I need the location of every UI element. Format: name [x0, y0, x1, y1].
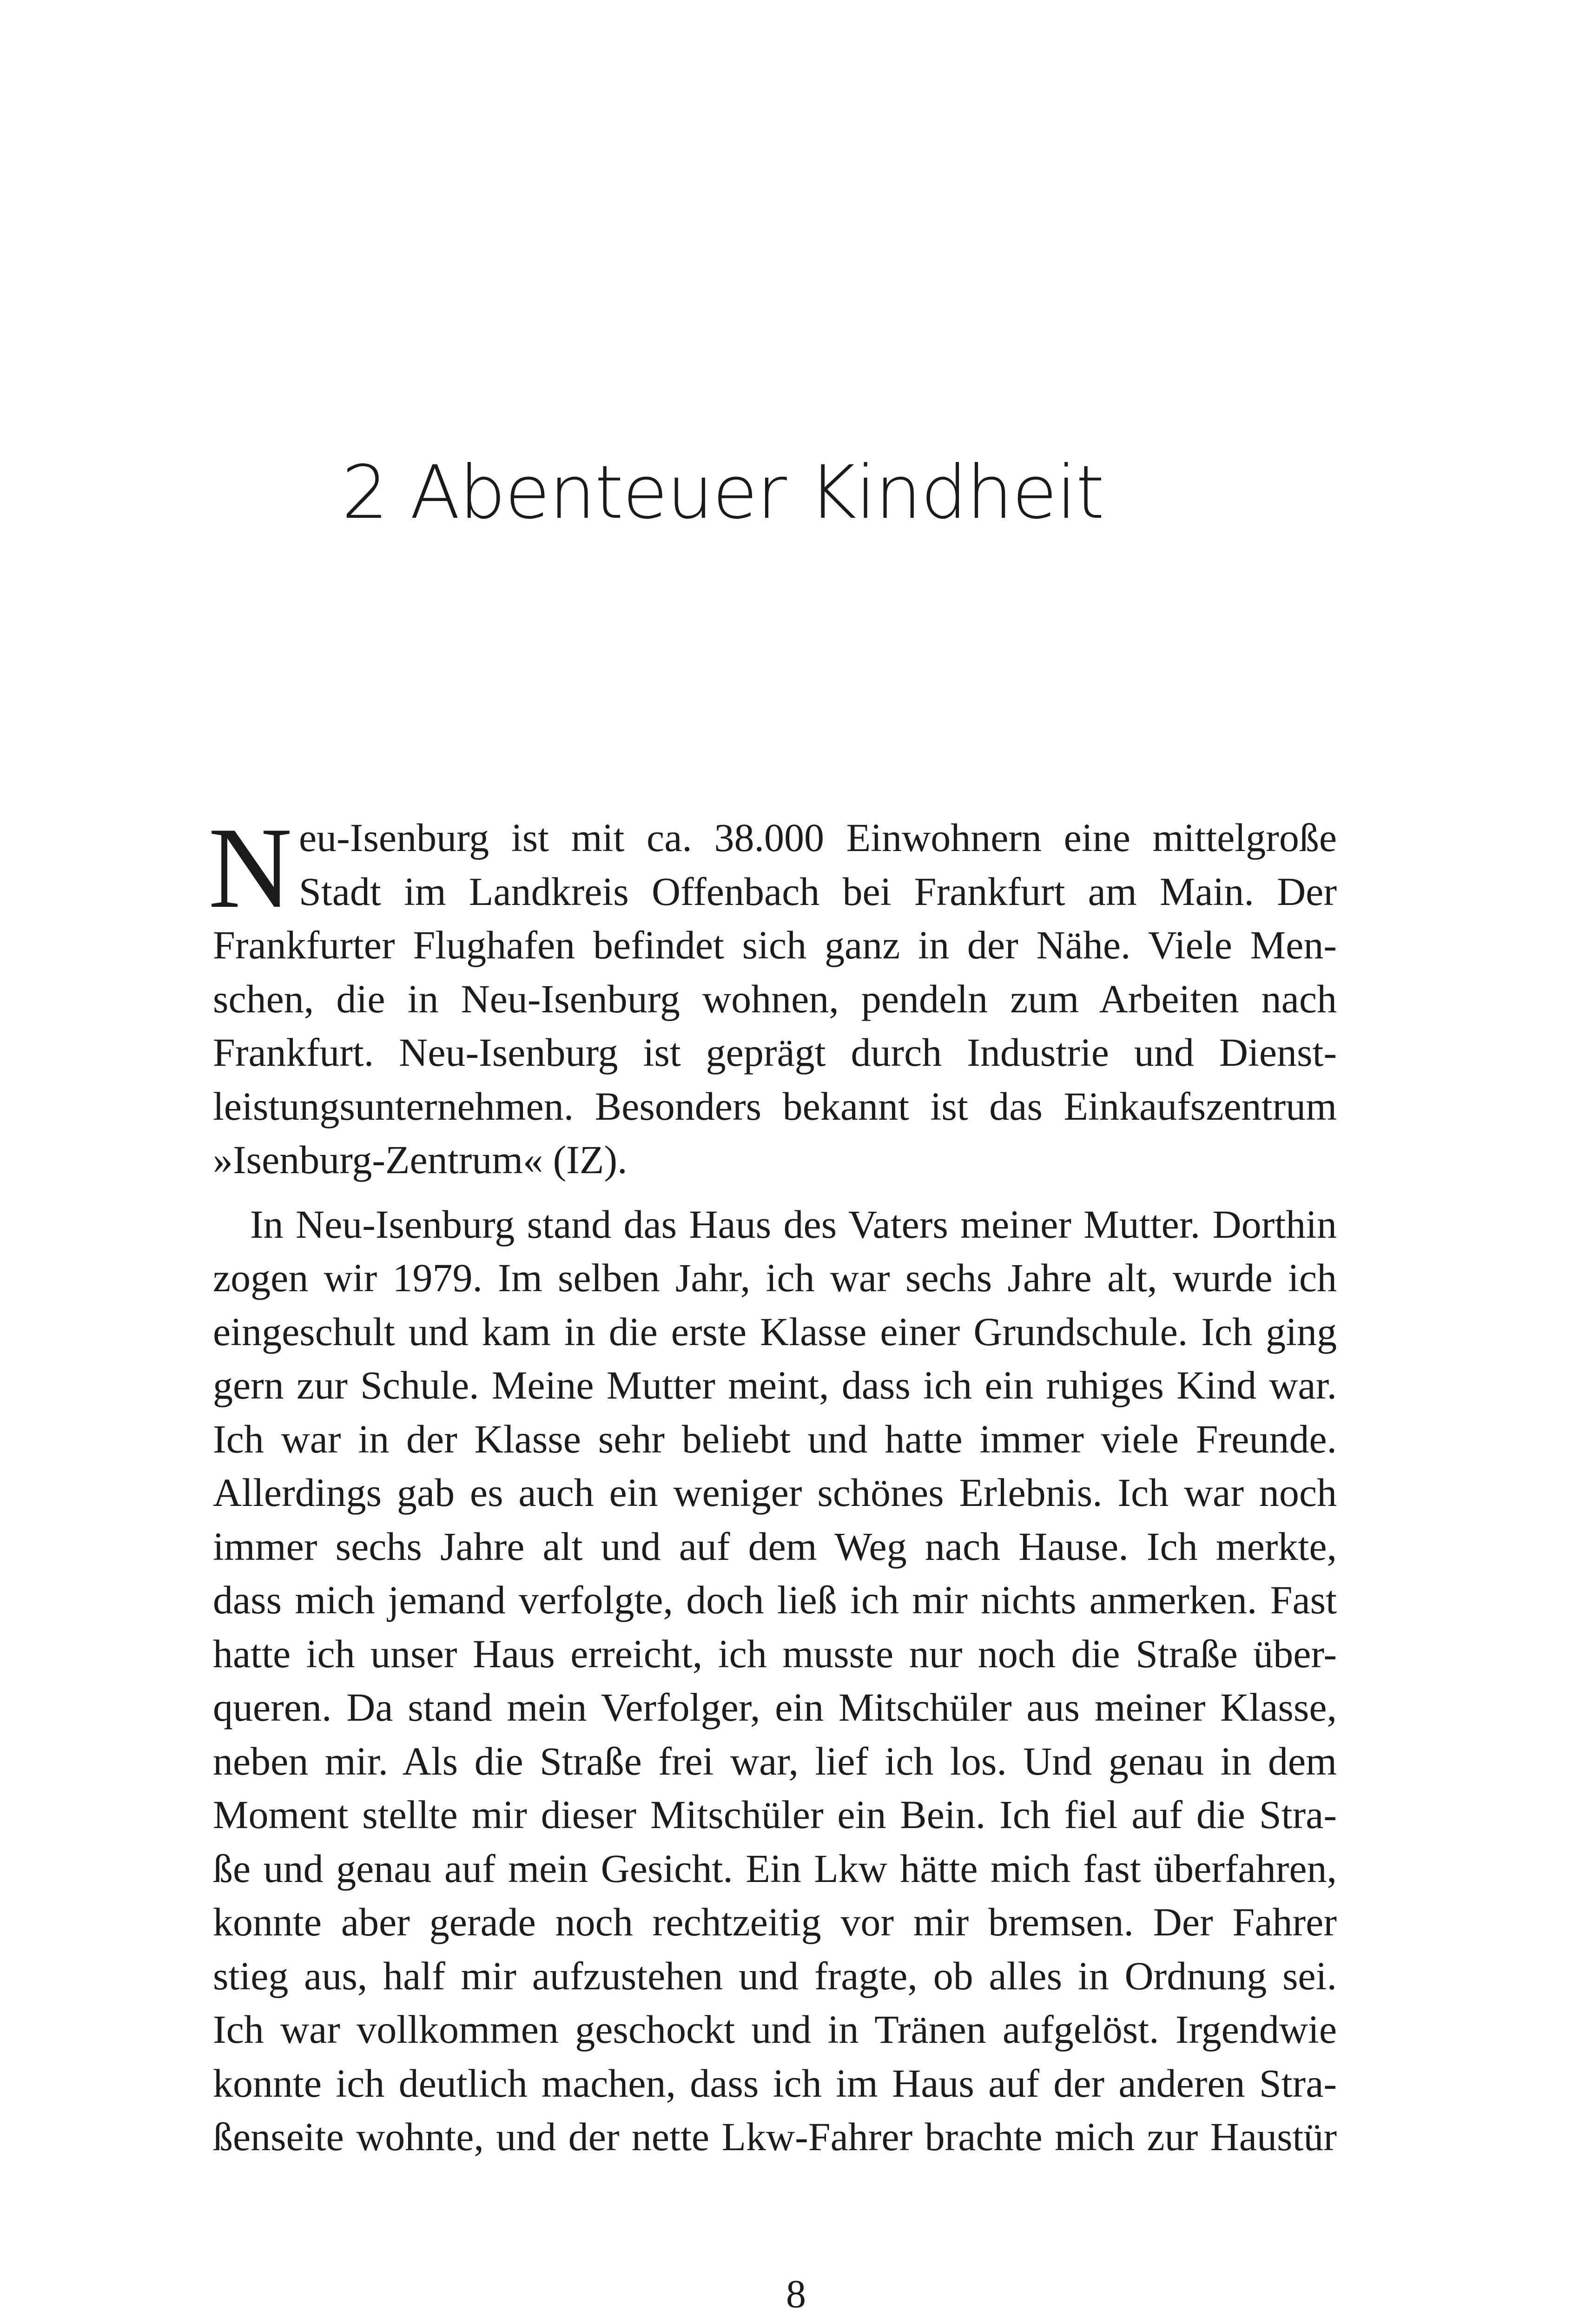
- text-line: Ich war vollkommen geschockt und in Tränen aufgelöst. Irgendwie: [213, 2007, 1337, 2052]
- text-line: Moment stellte mir dieser Mitschüler ein Bein. Ich fiel auf die Stra-: [213, 1792, 1337, 1837]
- text-line: dass mich jemand verfolgte, doch ließ ich mir nichts anmerken. Fast: [213, 1578, 1337, 1622]
- text-line: Allerdings gab es auch ein weniger schönes Erlebnis. Ich war noch: [213, 1470, 1337, 1515]
- drop-cap: N: [208, 804, 292, 932]
- text-line: stieg aus, half mir aufzustehen und fragte, ob alles in Ordnung sei.: [213, 1953, 1337, 1998]
- text-line: »Isenburg-Zentrum« (IZ).: [213, 1137, 628, 1182]
- page-number: 8: [786, 2271, 806, 2316]
- chapter-title: 2 Abenteuer Kindheit: [342, 450, 1104, 535]
- text-line: zogen wir 1979. Im selben Jahr, ich war sechs Jahre alt, wurde ich: [213, 1255, 1337, 1300]
- text-line: queren. Da stand mein Verfolger, ein Mitschüler aus meiner Klasse,: [213, 1685, 1337, 1730]
- text-line: leistungsunternehmen. Besonders bekannt ist das Einkaufszentrum: [213, 1083, 1337, 1129]
- text-line: ße und genau auf mein Gesicht. Ein Lkw hätte mich fast überfahren,: [213, 1846, 1337, 1891]
- text-line: eingeschult und kam in die erste Klasse einer Grundschule. Ich ging: [213, 1309, 1337, 1354]
- text-line: gern zur Schule. Meine Mutter meint, dass ich ein ruhiges Kind war.: [213, 1363, 1337, 1407]
- text-line: ßenseite wohnte, und der nette Lkw-Fahrer brachte mich zur Haustür: [213, 2114, 1337, 2159]
- text-line: schen, die in Neu-Isenburg wohnen, pendeln zum Arbeiten nach: [213, 976, 1337, 1021]
- text-line: eu-Isenburg ist mit ca. 38.000 Einwohnern eine mittelgroße: [299, 815, 1337, 860]
- text-line: Stadt im Landkreis Offenbach bei Frankfurt am Main. Der: [299, 869, 1337, 914]
- text-line: konnte ich deutlich machen, dass ich im Haus auf der anderen Stra-: [213, 2060, 1337, 2106]
- text-line: konnte aber gerade noch rechtzeitig vor mir bremsen. Der Fahrer: [213, 1900, 1337, 1944]
- text-line: immer sechs Jahre alt und auf dem Weg nach Hause. Ich merkte,: [213, 1524, 1337, 1569]
- body-text: [208, 804, 1337, 2164]
- paragraph-gap: [213, 1187, 1337, 1198]
- text-line: Frankfurter Flughafen befindet sich ganz in der Nähe. Viele Men-: [213, 923, 1337, 967]
- text-line: neben mir. Als die Straße frei war, lief ich los. Und genau in dem: [213, 1738, 1337, 1783]
- text-line: Frankfurt. Neu-Isenburg ist geprägt durch Industrie und Dienst-: [213, 1030, 1337, 1075]
- text-line: hatte ich unser Haus erreicht, ich musste nur noch die Straße über-: [213, 1631, 1337, 1676]
- text-line: In Neu-Isenburg stand das Haus des Vaters meiner Mutter. Dorthin: [250, 1202, 1337, 1247]
- text-line: Ich war in der Klasse sehr beliebt und hatte immer viele Freunde.: [213, 1416, 1337, 1461]
